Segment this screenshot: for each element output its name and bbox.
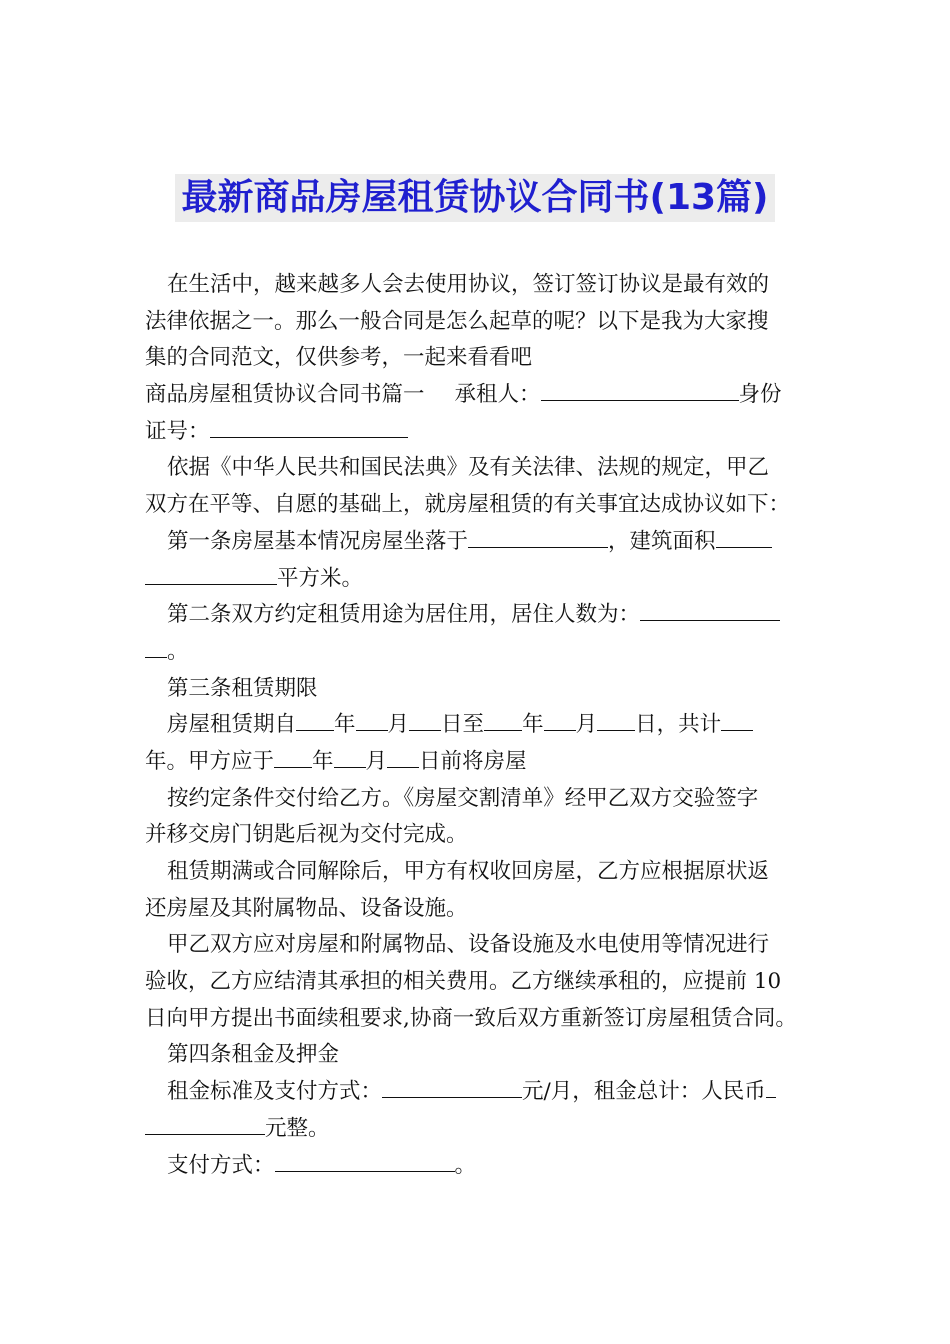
- rent-total-blank-part2[interactable]: [145, 1114, 265, 1135]
- text: 年: [312, 748, 334, 774]
- expiry-line-2: [145, 891, 810, 928]
- article-4-heading: [145, 1037, 810, 1074]
- document-title: 最新商品房屋租赁协议合同书(13篇): [175, 174, 774, 222]
- rent-line-1: [145, 1074, 810, 1111]
- area-blank-part2[interactable]: [145, 564, 277, 585]
- rent-standard-blank[interactable]: [382, 1077, 522, 1098]
- text: 年: [522, 712, 544, 738]
- text: 元/月，租金总计：人民币: [522, 1079, 766, 1105]
- intro-line-2: [145, 304, 810, 341]
- text: 甲乙双方应对房屋和附属物品、设备设施及水电使用等情况进行: [167, 932, 770, 958]
- text: 月: [387, 712, 410, 738]
- inspection-line-2: [145, 964, 810, 1001]
- intro-line-3: [145, 340, 810, 377]
- text: 第一条房屋基本情况房屋坐落于: [167, 528, 469, 554]
- text: 。: [454, 1152, 477, 1178]
- text: 平方米。: [277, 565, 364, 591]
- article-2-line-2: [145, 634, 810, 671]
- text: 日前将房屋: [419, 748, 527, 774]
- text: 租赁期满或合同解除后，甲方有权收回房屋，乙方应根据原状返: [167, 859, 770, 884]
- text: 还房屋及其附属物品、设备设施。: [145, 895, 468, 921]
- basis-line-1: [145, 450, 810, 487]
- delivery-line-1: [145, 781, 810, 818]
- renter-label: 承租人：: [454, 382, 541, 408]
- text: 第三条租赁期限: [167, 675, 318, 701]
- article-1-line-2: [145, 561, 810, 598]
- renter-blank[interactable]: [541, 380, 739, 401]
- text: 在生活中，越来越多人会去使用协议，签订签订协议是最有效的: [167, 272, 770, 297]
- occupants-blank-part2[interactable]: [145, 637, 167, 658]
- end-day-blank[interactable]: [597, 710, 635, 731]
- payment-line: [145, 1148, 810, 1185]
- text: 租金标准及支付方式：: [167, 1079, 383, 1105]
- start-year-blank[interactable]: [296, 710, 334, 731]
- inspection-line-3: [145, 1001, 810, 1038]
- text: 并移交房门钥匙后视为交付完成。: [145, 822, 468, 848]
- id-label-part1: 身份: [738, 382, 782, 408]
- text: 月: [575, 712, 598, 738]
- occupants-blank-part1[interactable]: [640, 600, 780, 621]
- text: 年。甲方应于: [145, 748, 275, 774]
- text: 验收，乙方应结清其承担的相关费用。乙方继续承租的，应提前 10: [145, 969, 782, 995]
- article-2-line-1: [145, 597, 810, 634]
- article-3-heading: [145, 671, 810, 708]
- title-container: [0, 174, 950, 222]
- lease-term-line-2: [145, 744, 810, 781]
- rent-total-blank-part1[interactable]: [766, 1077, 776, 1098]
- payment-method-blank[interactable]: [275, 1151, 455, 1172]
- id-line: [145, 414, 810, 451]
- expiry-line-1: [145, 854, 810, 891]
- text: 第四条租金及押金: [167, 1042, 340, 1068]
- basis-line-2: [145, 487, 810, 524]
- end-year-blank[interactable]: [484, 710, 522, 731]
- text: 双方在平等、自愿的基础上，就房屋租赁的有关事宜达成协议如下：: [145, 492, 791, 518]
- text: 依据《中华人民共和国民法典》及有关法律、法规的规定，甲乙: [167, 455, 770, 481]
- text: 日向甲方提出书面续租要求,协商一致后双方重新签订房屋租赁合同。: [145, 1005, 797, 1031]
- deliver-day-blank[interactable]: [387, 747, 419, 768]
- text: 法律依据之一。那么一般合同是怎么起草的呢？以下是我为大家搜: [145, 308, 769, 334]
- text: 年: [334, 712, 356, 738]
- inspection-line-1: [145, 927, 810, 964]
- start-day-blank[interactable]: [409, 710, 441, 731]
- location-blank[interactable]: [468, 527, 608, 548]
- text: 集的合同范文，仅供参考，一起来看看吧: [145, 345, 533, 371]
- text: 月: [365, 748, 388, 774]
- chapter-heading: 商品房屋租赁协议合同书篇一: [145, 382, 425, 408]
- id-blank[interactable]: [210, 417, 408, 438]
- document-body: [145, 267, 810, 1184]
- rent-line-2: [145, 1111, 810, 1148]
- text: 日，共计: [635, 712, 722, 738]
- id-label-part2: 证号：: [145, 418, 210, 444]
- lease-term-line-1: [145, 707, 810, 744]
- delivery-line-2: [145, 817, 810, 854]
- text: 。: [167, 638, 189, 664]
- end-month-blank[interactable]: [544, 710, 576, 731]
- text: 第二条双方约定租赁用途为居住用，居住人数为：: [167, 602, 641, 628]
- text: 元整。: [265, 1115, 330, 1141]
- deliver-month-blank[interactable]: [334, 747, 366, 768]
- text: ，建筑面积: [608, 528, 716, 554]
- chapter-heading-line: [145, 377, 810, 414]
- text: 支付方式：: [167, 1152, 275, 1178]
- deliver-year-blank[interactable]: [274, 747, 312, 768]
- total-years-blank[interactable]: [721, 710, 753, 731]
- article-1-line-1: [145, 524, 810, 561]
- text: 按约定条件交付给乙方。《房屋交割清单》经甲乙双方交验签字: [167, 785, 759, 811]
- area-blank-part1[interactable]: [716, 527, 772, 548]
- intro-line-1: [145, 267, 810, 304]
- text: 房屋租赁期自: [167, 712, 297, 738]
- text: 日至: [441, 712, 485, 738]
- start-month-blank[interactable]: [356, 710, 388, 731]
